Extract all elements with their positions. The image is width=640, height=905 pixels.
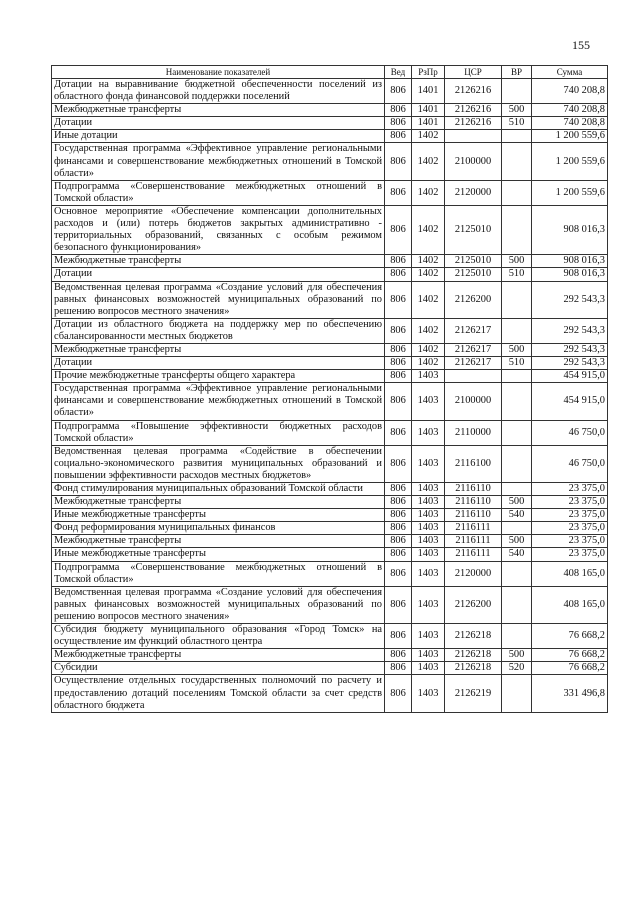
cell-name: Государственная программа «Эффективное управление региональными финансами и совершенствование межбюджетных отношений в Томской области» xyxy=(52,143,385,180)
cell-sum: 740 208,8 xyxy=(532,104,608,117)
table-row xyxy=(52,483,608,496)
cell-rzpr: 1401 xyxy=(412,79,445,104)
cell-csr: 2116110 xyxy=(445,496,502,509)
table-row xyxy=(52,318,608,343)
table-row xyxy=(52,675,608,712)
cell-sum: 1 200 559,6 xyxy=(532,130,608,143)
cell-rzpr: 1403 xyxy=(412,483,445,496)
cell-rzpr: 1402 xyxy=(412,130,445,143)
cell-name: Межбюджетные трансферты xyxy=(52,649,385,662)
cell-csr: 2125010 xyxy=(445,255,502,268)
cell-name: Субсидии xyxy=(52,662,385,675)
cell-name: Субсидия бюджету муниципального образования «Город Томск» на осуществление им функций областного центра xyxy=(52,624,385,649)
cell-name: Иные межбюджетные трансферты xyxy=(52,548,385,561)
cell-ved: 806 xyxy=(385,535,412,548)
cell-csr: 2126219 xyxy=(445,675,502,712)
cell-ved: 806 xyxy=(385,130,412,143)
cell-csr: 2126216 xyxy=(445,79,502,104)
table-body xyxy=(52,79,608,713)
cell-csr: 2100000 xyxy=(445,143,502,180)
cell-rzpr: 1403 xyxy=(412,370,445,383)
cell-vr xyxy=(502,561,532,586)
cell-vr: 500 xyxy=(502,343,532,356)
cell-ved: 806 xyxy=(385,624,412,649)
cell-csr: 2126217 xyxy=(445,357,502,370)
cell-csr xyxy=(445,370,502,383)
cell-vr xyxy=(502,370,532,383)
cell-csr: 2126218 xyxy=(445,649,502,662)
header-vr: ВР xyxy=(502,66,532,79)
cell-csr: 2116100 xyxy=(445,445,502,482)
table-row xyxy=(52,522,608,535)
cell-vr: 540 xyxy=(502,548,532,561)
budget-table xyxy=(51,65,608,713)
cell-name: Ведомственная целевая программа «Создание условий для обеспечения равных финансовых возможностей муниципальных образований по решению вопросов местного значения» xyxy=(52,281,385,318)
cell-rzpr: 1402 xyxy=(412,180,445,205)
cell-csr: 2125010 xyxy=(445,268,502,281)
cell-sum: 23 375,0 xyxy=(532,509,608,522)
cell-rzpr: 1401 xyxy=(412,104,445,117)
cell-name: Межбюджетные трансферты xyxy=(52,496,385,509)
cell-rzpr: 1402 xyxy=(412,318,445,343)
cell-rzpr: 1403 xyxy=(412,420,445,445)
cell-vr xyxy=(502,79,532,104)
cell-ved: 806 xyxy=(385,420,412,445)
cell-sum: 454 915,0 xyxy=(532,370,608,383)
cell-sum: 331 496,8 xyxy=(532,675,608,712)
header-name: Наименование показателей xyxy=(52,66,385,79)
cell-ved: 806 xyxy=(385,662,412,675)
table-row xyxy=(52,509,608,522)
cell-sum: 292 543,3 xyxy=(532,318,608,343)
cell-vr xyxy=(502,130,532,143)
cell-rzpr: 1403 xyxy=(412,522,445,535)
cell-vr: 510 xyxy=(502,268,532,281)
header-csr: ЦСР xyxy=(445,66,502,79)
cell-name: Подпрограмма «Совершенствование межбюджетных отношений в Томской области» xyxy=(52,180,385,205)
cell-sum: 1 200 559,6 xyxy=(532,143,608,180)
cell-sum: 23 375,0 xyxy=(532,535,608,548)
cell-vr xyxy=(502,205,532,254)
cell-csr: 2125010 xyxy=(445,205,502,254)
cell-ved: 806 xyxy=(385,649,412,662)
cell-vr: 500 xyxy=(502,649,532,662)
cell-name: Основное мероприятие «Обеспечение компенсации дополнительных расходов и (или) потерь бюджетов закрытых административно - территориальных образований, связанных с особым режимом безопасного функционирования» xyxy=(52,205,385,254)
table-row xyxy=(52,624,608,649)
cell-rzpr: 1402 xyxy=(412,143,445,180)
cell-sum: 908 016,3 xyxy=(532,268,608,281)
cell-csr: 2120000 xyxy=(445,180,502,205)
cell-ved: 806 xyxy=(385,357,412,370)
cell-csr: 2126216 xyxy=(445,117,502,130)
cell-vr xyxy=(502,675,532,712)
cell-vr: 500 xyxy=(502,535,532,548)
cell-rzpr: 1403 xyxy=(412,624,445,649)
cell-ved: 806 xyxy=(385,445,412,482)
cell-rzpr: 1402 xyxy=(412,357,445,370)
cell-vr xyxy=(502,143,532,180)
table-row xyxy=(52,561,608,586)
cell-name: Иные межбюджетные трансферты xyxy=(52,509,385,522)
cell-csr: 2126200 xyxy=(445,586,502,623)
cell-csr: 2116110 xyxy=(445,483,502,496)
cell-ved: 806 xyxy=(385,143,412,180)
cell-csr: 2110000 xyxy=(445,420,502,445)
header-sum: Сумма xyxy=(532,66,608,79)
cell-name: Межбюджетные трансферты xyxy=(52,255,385,268)
cell-ved: 806 xyxy=(385,675,412,712)
cell-csr: 2126217 xyxy=(445,343,502,356)
cell-vr: 540 xyxy=(502,509,532,522)
cell-name: Осуществление отдельных государственных полномочий по расчету и предоставлению дотаций поселениям Томской области за счет средств областного бюджета xyxy=(52,675,385,712)
cell-ved: 806 xyxy=(385,205,412,254)
cell-ved: 806 xyxy=(385,268,412,281)
cell-vr xyxy=(502,445,532,482)
table-row xyxy=(52,535,608,548)
cell-rzpr: 1403 xyxy=(412,586,445,623)
cell-ved: 806 xyxy=(385,281,412,318)
cell-vr xyxy=(502,586,532,623)
cell-rzpr: 1403 xyxy=(412,535,445,548)
table-row xyxy=(52,343,608,356)
table-row xyxy=(52,357,608,370)
cell-name: Ведомственная целевая программа «Содействие в обеспечении социально-экономического развития муниципальных образований и повышении эффективности расходов местных бюджетов» xyxy=(52,445,385,482)
cell-sum: 408 165,0 xyxy=(532,561,608,586)
cell-rzpr: 1403 xyxy=(412,649,445,662)
table-row xyxy=(52,79,608,104)
cell-name: Ведомственная целевая программа «Создание условий для обеспечения равных финансовых возможностей муниципальных образований по решению вопросов местного значения» xyxy=(52,586,385,623)
table-row xyxy=(52,205,608,254)
table-row xyxy=(52,281,608,318)
header-ved: Вед xyxy=(385,66,412,79)
cell-vr xyxy=(502,281,532,318)
cell-name: Подпрограмма «Повышение эффективности бюджетных расходов Томской области» xyxy=(52,420,385,445)
cell-ved: 806 xyxy=(385,79,412,104)
cell-ved: 806 xyxy=(385,318,412,343)
table-row xyxy=(52,370,608,383)
cell-ved: 806 xyxy=(385,117,412,130)
cell-ved: 806 xyxy=(385,255,412,268)
page-number: 155 xyxy=(572,38,590,52)
cell-vr xyxy=(502,318,532,343)
header-rzpr: РзПр xyxy=(412,66,445,79)
cell-sum: 408 165,0 xyxy=(532,586,608,623)
cell-vr xyxy=(502,483,532,496)
table-row xyxy=(52,649,608,662)
cell-name: Межбюджетные трансферты xyxy=(52,535,385,548)
cell-rzpr: 1401 xyxy=(412,117,445,130)
cell-sum: 740 208,8 xyxy=(532,79,608,104)
cell-vr xyxy=(502,420,532,445)
cell-ved: 806 xyxy=(385,483,412,496)
cell-ved: 806 xyxy=(385,343,412,356)
cell-rzpr: 1403 xyxy=(412,548,445,561)
cell-vr: 500 xyxy=(502,496,532,509)
cell-csr: 2116111 xyxy=(445,522,502,535)
cell-csr: 2126218 xyxy=(445,624,502,649)
cell-name: Государственная программа «Эффективное управление региональными финансами и совершенствование межбюджетных отношений в Томской области» xyxy=(52,383,385,420)
cell-name: Дотации xyxy=(52,268,385,281)
table-row xyxy=(52,548,608,561)
cell-sum: 23 375,0 xyxy=(532,483,608,496)
cell-vr: 500 xyxy=(502,255,532,268)
cell-name: Межбюджетные трансферты xyxy=(52,104,385,117)
cell-ved: 806 xyxy=(385,586,412,623)
cell-csr: 2116111 xyxy=(445,535,502,548)
cell-ved: 806 xyxy=(385,522,412,535)
cell-rzpr: 1403 xyxy=(412,496,445,509)
cell-name: Фонд реформирования муниципальных финансов xyxy=(52,522,385,535)
table-row xyxy=(52,180,608,205)
table-row xyxy=(52,420,608,445)
cell-vr xyxy=(502,522,532,535)
cell-csr: 2126217 xyxy=(445,318,502,343)
cell-csr: 2126200 xyxy=(445,281,502,318)
cell-ved: 806 xyxy=(385,509,412,522)
cell-csr: 2126218 xyxy=(445,662,502,675)
cell-sum: 76 668,2 xyxy=(532,649,608,662)
cell-sum: 23 375,0 xyxy=(532,548,608,561)
cell-rzpr: 1402 xyxy=(412,205,445,254)
cell-sum: 908 016,3 xyxy=(532,255,608,268)
cell-csr: 2100000 xyxy=(445,383,502,420)
cell-name: Подпрограмма «Совершенствование межбюджетных отношений в Томской области» xyxy=(52,561,385,586)
cell-vr: 520 xyxy=(502,662,532,675)
cell-sum: 23 375,0 xyxy=(532,522,608,535)
cell-sum: 292 543,3 xyxy=(532,343,608,356)
cell-rzpr: 1402 xyxy=(412,268,445,281)
cell-rzpr: 1402 xyxy=(412,255,445,268)
cell-ved: 806 xyxy=(385,180,412,205)
cell-ved: 806 xyxy=(385,370,412,383)
cell-sum: 292 543,3 xyxy=(532,281,608,318)
cell-rzpr: 1403 xyxy=(412,561,445,586)
cell-vr xyxy=(502,383,532,420)
cell-rzpr: 1403 xyxy=(412,445,445,482)
cell-ved: 806 xyxy=(385,383,412,420)
cell-csr: 2116111 xyxy=(445,548,502,561)
cell-sum: 908 016,3 xyxy=(532,205,608,254)
table-row xyxy=(52,662,608,675)
cell-csr: 2116110 xyxy=(445,509,502,522)
table-row xyxy=(52,143,608,180)
cell-vr xyxy=(502,180,532,205)
cell-name: Дотации xyxy=(52,357,385,370)
cell-name: Дотации из областного бюджета на поддержку мер по обеспечению сбалансированности местных бюджетов xyxy=(52,318,385,343)
cell-vr: 510 xyxy=(502,357,532,370)
cell-ved: 806 xyxy=(385,104,412,117)
table-row xyxy=(52,383,608,420)
cell-ved: 806 xyxy=(385,496,412,509)
table-row xyxy=(52,117,608,130)
cell-sum: 46 750,0 xyxy=(532,420,608,445)
table-row xyxy=(52,255,608,268)
cell-vr xyxy=(502,624,532,649)
cell-name: Прочие межбюджетные трансферты общего характера xyxy=(52,370,385,383)
cell-name: Иные дотации xyxy=(52,130,385,143)
cell-sum: 76 668,2 xyxy=(532,624,608,649)
table-row xyxy=(52,268,608,281)
cell-ved: 806 xyxy=(385,561,412,586)
cell-rzpr: 1402 xyxy=(412,281,445,318)
cell-rzpr: 1403 xyxy=(412,675,445,712)
cell-sum: 76 668,2 xyxy=(532,662,608,675)
cell-rzpr: 1402 xyxy=(412,343,445,356)
table-row xyxy=(52,445,608,482)
cell-rzpr: 1403 xyxy=(412,509,445,522)
table-row xyxy=(52,104,608,117)
cell-name: Межбюджетные трансферты xyxy=(52,343,385,356)
table-row xyxy=(52,496,608,509)
cell-csr: 2120000 xyxy=(445,561,502,586)
cell-vr: 500 xyxy=(502,104,532,117)
cell-name: Дотации xyxy=(52,117,385,130)
cell-vr: 510 xyxy=(502,117,532,130)
cell-csr xyxy=(445,130,502,143)
cell-name: Дотации на выравнивание бюджетной обеспеченности поселений из областного фонда финансовой поддержки поселений xyxy=(52,79,385,104)
table-row xyxy=(52,130,608,143)
cell-rzpr: 1403 xyxy=(412,383,445,420)
cell-sum: 46 750,0 xyxy=(532,445,608,482)
cell-sum: 740 208,8 xyxy=(532,117,608,130)
cell-csr: 2126216 xyxy=(445,104,502,117)
cell-rzpr: 1403 xyxy=(412,662,445,675)
cell-sum: 1 200 559,6 xyxy=(532,180,608,205)
table-header-row xyxy=(52,66,608,79)
cell-sum: 23 375,0 xyxy=(532,496,608,509)
cell-name: Фонд стимулирования муниципальных образований Томской области xyxy=(52,483,385,496)
table-row xyxy=(52,586,608,623)
cell-ved: 806 xyxy=(385,548,412,561)
cell-sum: 292 543,3 xyxy=(532,357,608,370)
cell-sum: 454 915,0 xyxy=(532,383,608,420)
